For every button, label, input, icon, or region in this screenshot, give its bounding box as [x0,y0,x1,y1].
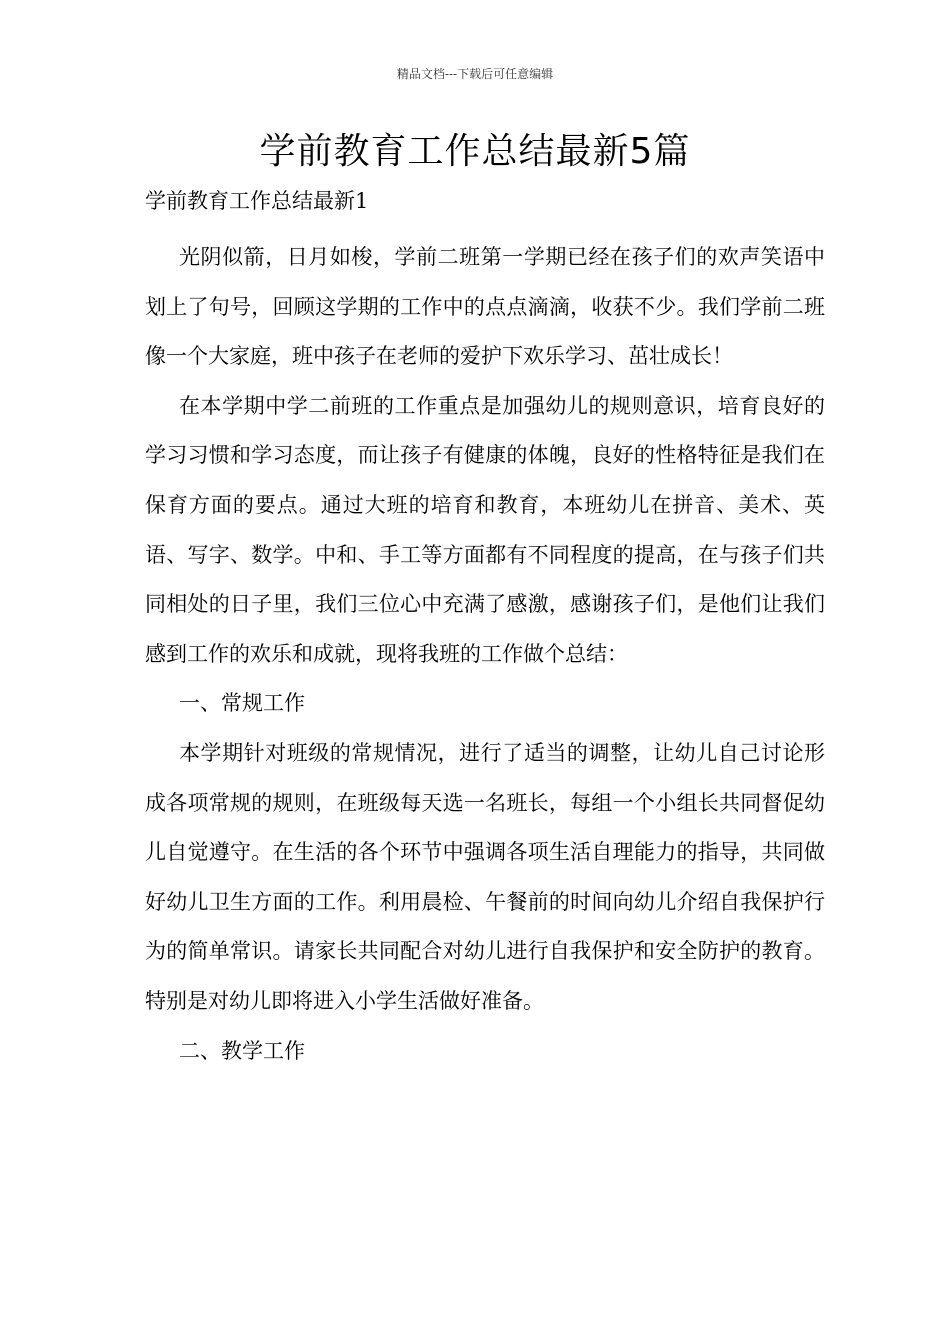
document-title: 学前教育工作总结最新5篇 [259,131,691,172]
section-heading-routine: 一、常规工作 [179,691,305,716]
paragraph-intro: 光阴似箭，日月如梭，学前二班第一学期已经在孩子们的欢声笑语中划上了句号，回顾这学期的工作中的点点滴滴，收获不少。我们学前二班像一个大家庭，班中孩子在老师的爱护下欢乐学习、茁壮成长！ [145,245,825,369]
paragraph-routine: 本学期针对班级的常规情况，进行了适当的调整，让幼儿自己讨论形成各项常规的规则，在班级每天选一名班长，每组一个小组长共同督促幼儿自觉遵守。在生活的各个环节中强调各项生活自理能力的指导，共同做好幼儿卫生方面的工作。利用晨检、午餐前的时间向幼儿介绍自我保护行为的简单常识。请家长共同配合对幼儿进行自我保护和安全防护的教育。特别是对幼儿即将进入小学生活做好准备。 [145,740,825,1013]
section-heading-teaching: 二、教学工作 [179,1038,305,1063]
section-subheading: 学前教育工作总结最新1 [145,189,369,213]
header-watermark: 精品文档---下载后可任意编辑 [396,67,554,81]
paragraph-focus: 在本学期中学二前班的工作重点是加强幼儿的规则意识，培育良好的学习习惯和学习态度，而让孩子有健康的体魄，良好的性格特征是我们在保育方面的要点。通过大班的培育和教育，本班幼儿在拼音、美术、英语、写字、数学。中和、手工等方面都有不同程度的提高，在与孩子们共同相处的日子里，我们三位心中充满了感激，感谢孩子们，是他们让我们感到工作的欢乐和成就，现将我班的工作做个总结： [145,393,825,666]
document-body [145,185,825,1076]
